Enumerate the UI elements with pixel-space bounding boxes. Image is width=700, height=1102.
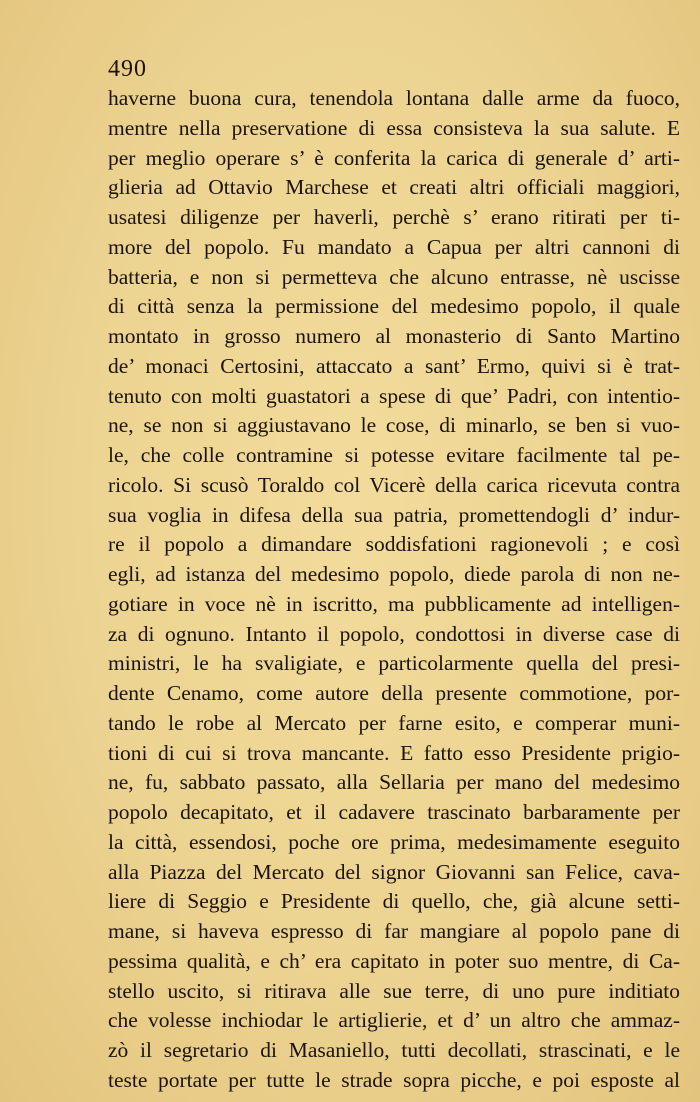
text-line: ministri, le ha svaligiate, e particolarmente quella del presi- (108, 651, 680, 676)
text-line: gotiare in voce nè in iscritto, ma pubblicamente ad intelligen- (108, 591, 680, 616)
text-line: montato in grosso numero al monasterio di Santo Martino (108, 324, 680, 348)
text-line: tioni di cui si trova mancante. E fatto esso Presidente prigio- (108, 740, 680, 765)
page-number: 490 (108, 56, 147, 82)
text-line: teste portate per tutte le strade sopra picche, e poi esposte al (108, 1067, 680, 1092)
text-line: ne, se non si aggiustavano le cose, di minarlo, se ben si vuo- (108, 413, 680, 438)
text-line: batteria, e non si permetteva che alcuno entrasse, nè uscisse (108, 264, 680, 289)
text-line: zò il segretario di Masaniello, tutti decollati, strascinati, e le (108, 1038, 680, 1062)
body-text (108, 84, 680, 1096)
text-line: ricolo. Si scusò Toraldo col Vicerè della carica ricevuta contra (108, 472, 680, 497)
text-line: liere di Seggio e Presidente di quello, che, già alcune setti- (108, 889, 680, 914)
text-line: mane, si haveva espresso di far mangiare al popolo pane di (108, 919, 680, 943)
text-line: egli, ad istanza del medesimo popolo, diede parola di non ne- (108, 562, 680, 586)
text-line: tando le robe al Mercato per farne esito, e comperar muni- (108, 710, 680, 735)
text-line: la città, essendosi, poche ore prima, medesimamente eseguito (108, 829, 680, 854)
text-line: le, che colle contramine si potesse evitare facilmente tal pe- (108, 443, 680, 467)
text-line: stello uscito, si ritirava alle sue terre, di uno pure inditiato (108, 978, 680, 1003)
text-line: re il popolo a dimandare soddisfationi ragionevoli ; e così (108, 532, 680, 557)
text-line: dente Cenamo, come autore della presente commotione, por- (108, 681, 680, 705)
text-line: glieria ad Ottavio Marchese et creati altri officiali maggiori, (108, 175, 680, 200)
text-line: per meglio operare s’ è conferita la carica di generale d’ arti- (108, 145, 680, 170)
text-line: sua voglia in difesa della sua patria, promettendogli d’ indur- (108, 502, 680, 527)
text-line: di città senza la permissione del medesimo popolo, il quale (108, 294, 680, 319)
text-line: alla Piazza del Mercato del signor Giovanni san Felice, cava- (108, 859, 680, 884)
text-line: tenuto con molti guastatori a spese di que’ Padri, con intentio- (108, 383, 680, 408)
text-line: popolo decapitato, et il cadavere trascinato barbaramente per (108, 800, 680, 824)
text-line: more del popolo. Fu mandato a Capua per altri cannoni di (108, 234, 680, 259)
text-line: de’ monaci Certosini, attaccato a sant’ Ermo, quivi si è trat- (108, 353, 680, 378)
text-line: ne, fu, sabbato passato, alla Sellaria per mano del medesimo (108, 770, 680, 795)
text-line: che volesse inchiodar le artiglierie, et d’ un altro che ammaz- (108, 1008, 680, 1033)
text-line: usatesi diligenze per haverli, perchè s’ erano ritirati per ti- (108, 205, 680, 229)
text-line: haverne buona cura, tenendola lontana dalle arme da fuoco, (108, 86, 680, 110)
text-line: mentre nella preservatione di essa consisteva la sua salute. E (108, 115, 680, 140)
text-line: za di ognuno. Intanto il popolo, condottosi in diverse case di (108, 621, 680, 646)
text-line: pessima qualità, e ch’ era capitato in poter suo mentre, di Ca- (108, 948, 680, 973)
